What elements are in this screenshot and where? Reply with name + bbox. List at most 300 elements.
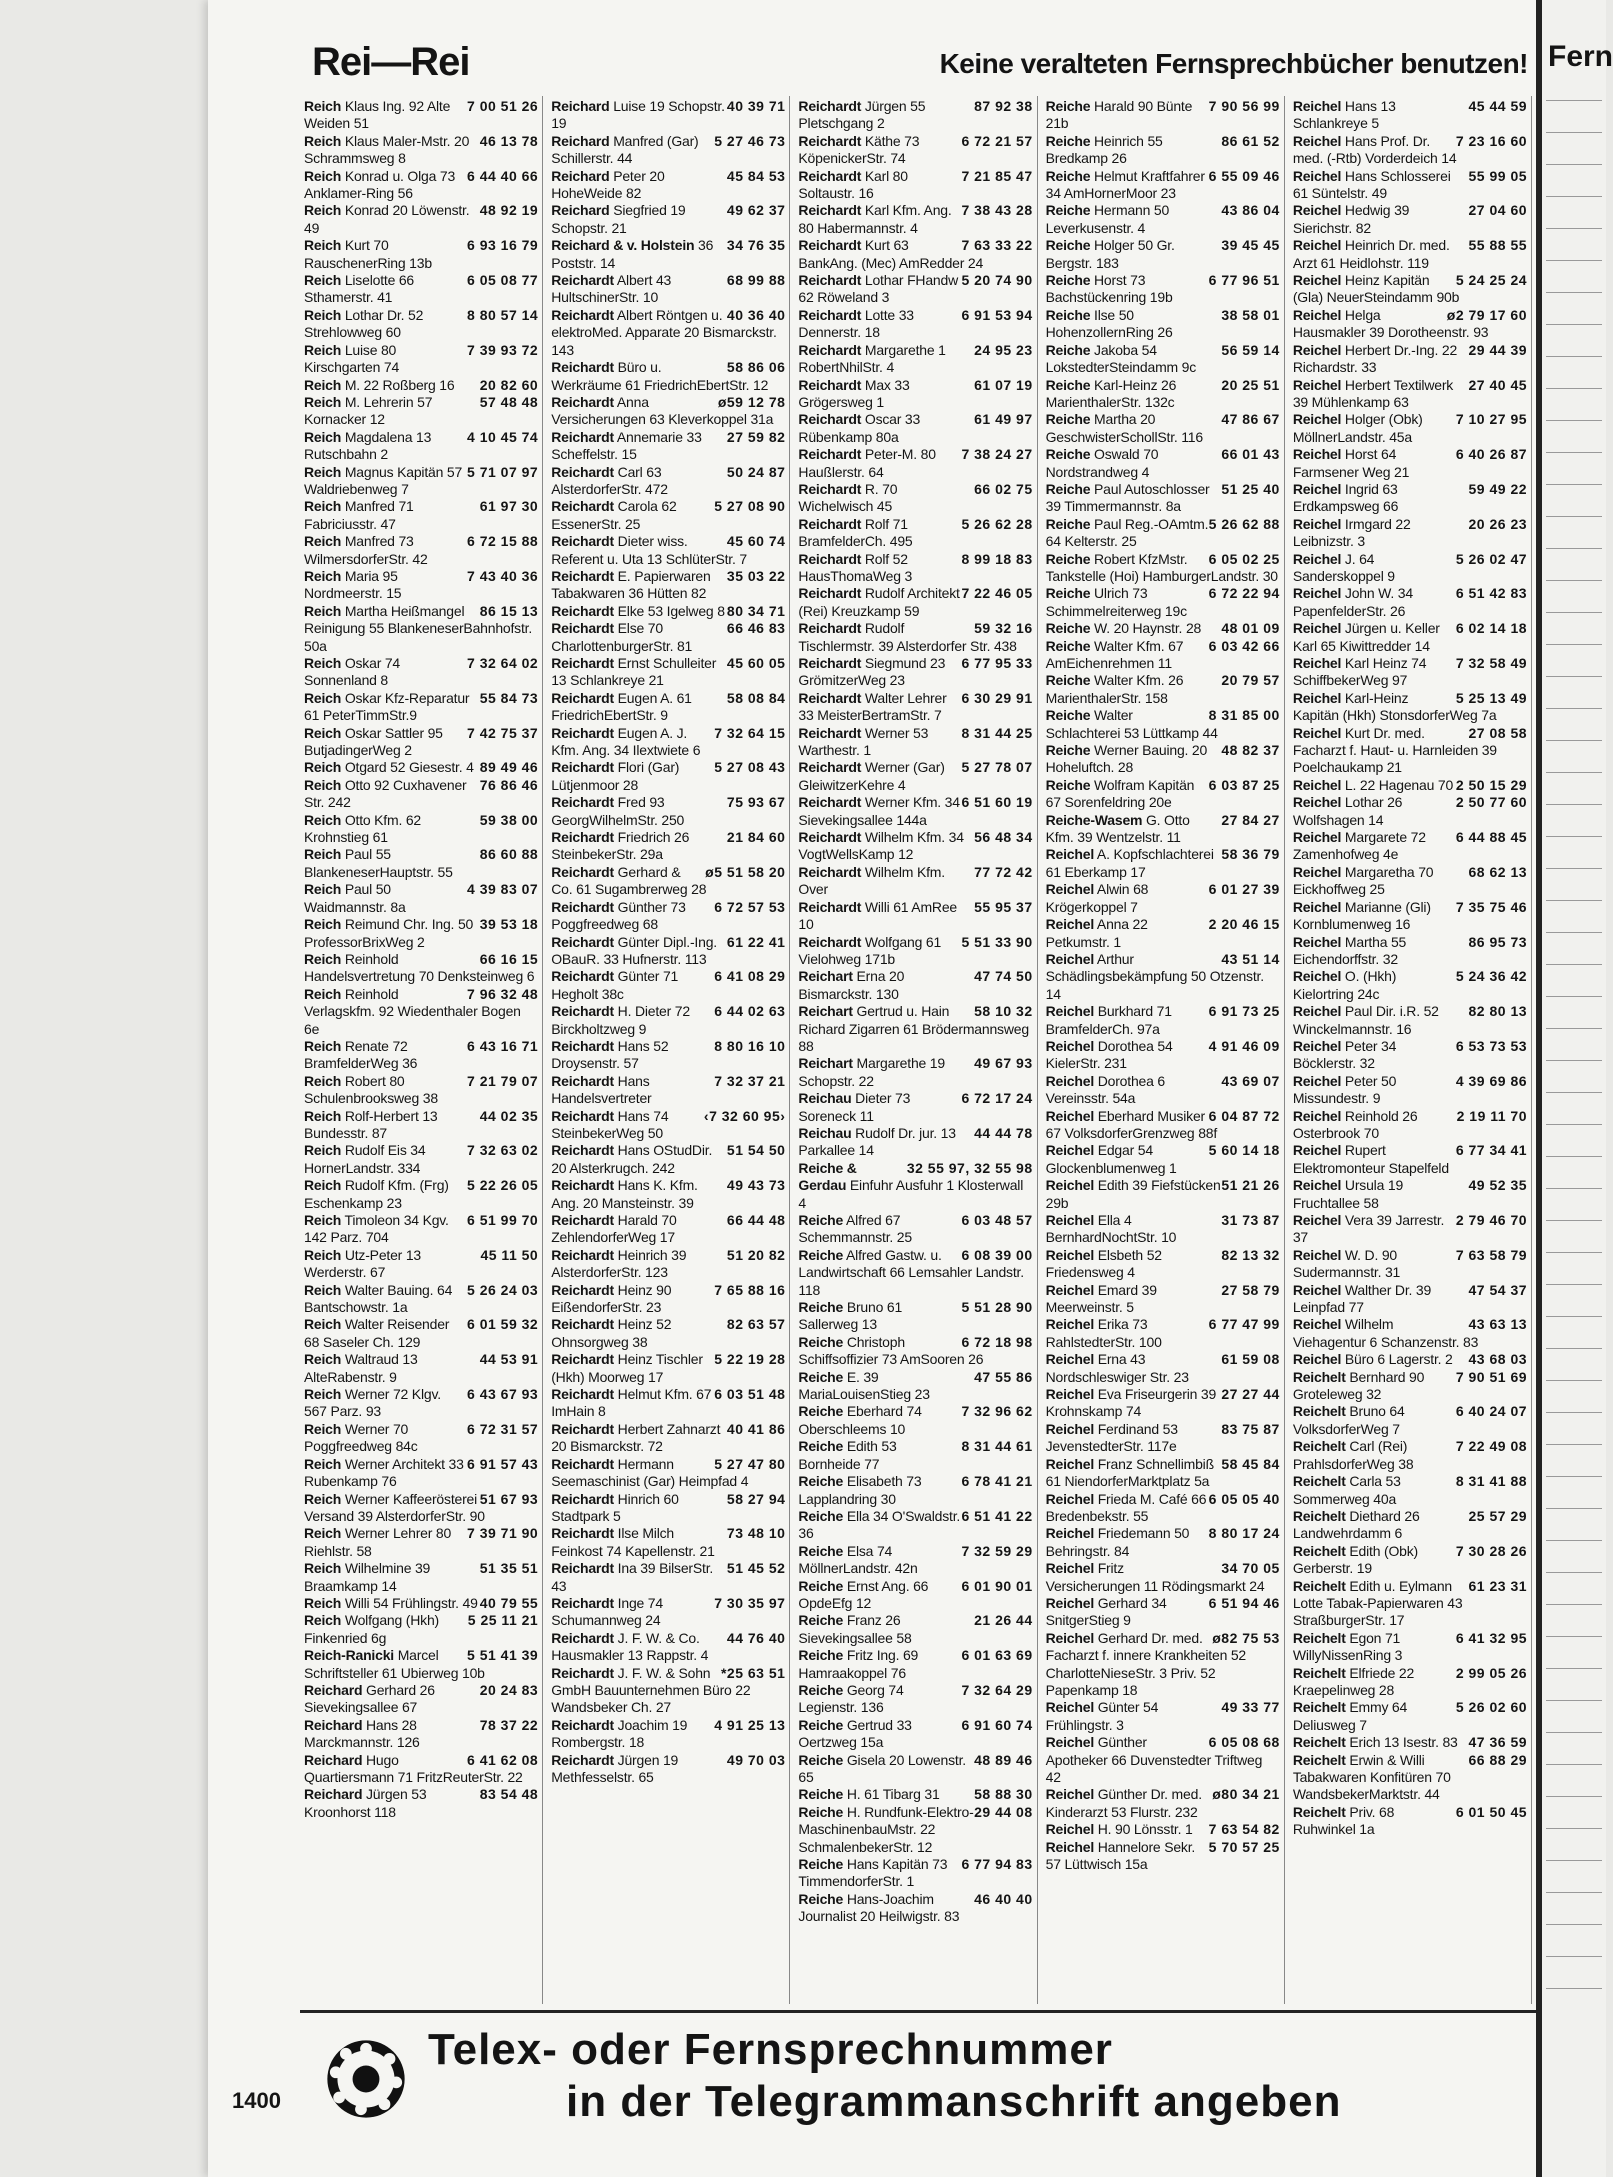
listing-details: Kurt Dr. med. Facharzt f. Haut- u. Harnleiden 39 Poelchaukamp 21 bbox=[1292, 724, 1497, 776]
listing-entry bbox=[304, 725, 538, 760]
phone-number: 48 92 19 bbox=[479, 202, 539, 219]
listing-name: Reich-Ranicki bbox=[304, 1647, 394, 1664]
listing-name: Reichardt bbox=[551, 689, 614, 706]
listing-entry bbox=[1293, 1038, 1527, 1073]
listing-entry bbox=[1046, 1038, 1280, 1073]
phone-number: 58 08 84 bbox=[726, 689, 786, 706]
listing-details: Hannelore Sekr. 57 Lüttwisch 15a bbox=[1045, 1838, 1196, 1873]
listing-entry bbox=[1046, 1247, 1280, 1282]
listing-entry bbox=[798, 377, 1032, 412]
listing-entry bbox=[798, 759, 1032, 794]
listing-details: Margarethe 1 RobertNhilStr. 4 bbox=[798, 341, 946, 376]
listing-name: Reich bbox=[304, 1594, 342, 1611]
listing-entry bbox=[1293, 1003, 1527, 1038]
listing-entry bbox=[551, 1560, 785, 1595]
listing-name: Reichel bbox=[1045, 1525, 1095, 1542]
phone-number: 68 62 13 bbox=[1468, 863, 1528, 880]
phone-number: 51 21 26 bbox=[1221, 1177, 1280, 1194]
listing-entry bbox=[1046, 1560, 1280, 1595]
listing-entry bbox=[1046, 1108, 1280, 1143]
listing-name: Reich bbox=[304, 1420, 342, 1437]
listing-entry bbox=[1293, 1351, 1527, 1368]
phone-number: 6 01 59 32 bbox=[467, 1316, 539, 1333]
adjacent-page-text-line bbox=[1546, 100, 1602, 101]
listing-entry bbox=[304, 655, 538, 690]
listing-details: Liselotte 66 Sthamerstr. 41 bbox=[304, 272, 415, 306]
listing-entry bbox=[304, 377, 538, 394]
listing-name: Reichardt bbox=[551, 1142, 614, 1159]
listing-entry bbox=[1293, 1508, 1527, 1543]
listing-entry bbox=[551, 464, 785, 499]
phone-number: 55 95 37 bbox=[974, 898, 1033, 915]
listing-entry bbox=[798, 446, 1032, 481]
listing-entry bbox=[551, 655, 785, 690]
phone-number: 7 39 93 72 bbox=[467, 341, 539, 358]
listing-entry bbox=[1046, 951, 1280, 1003]
listing-name: Reich bbox=[304, 306, 342, 323]
listing-entry bbox=[551, 1108, 785, 1143]
listing-details: Elke 53 Igelweg 8 bbox=[613, 602, 725, 619]
listing-name: Reichelt bbox=[1292, 1368, 1346, 1385]
listing-details: Emmy 64 Deliusweg 7 bbox=[1292, 1699, 1408, 1733]
listing-name: Reichelt bbox=[1292, 1803, 1346, 1820]
listing-name: Reichardt bbox=[551, 620, 614, 637]
listing-entry bbox=[551, 1456, 785, 1491]
listing-entry bbox=[551, 1491, 785, 1526]
phone-number: ø2 79 17 60 bbox=[1446, 306, 1528, 323]
adjacent-page-text-line bbox=[1546, 132, 1602, 133]
phone-number: 7 32 59 29 bbox=[961, 1542, 1033, 1559]
listing-entry bbox=[1293, 794, 1527, 829]
listing-name: Reichardt bbox=[798, 655, 862, 671]
listing-name: Reichardt bbox=[551, 1281, 614, 1298]
listing-entry bbox=[798, 481, 1032, 516]
phone-number: 83 54 48 bbox=[479, 1786, 539, 1803]
phone-number: ø59 12 78 bbox=[717, 393, 786, 410]
listing-details: Marianne (Gli) Kornblumenweg 16 bbox=[1292, 898, 1431, 933]
listing-entry bbox=[551, 98, 785, 133]
listing-entry bbox=[304, 98, 538, 133]
listing-entry bbox=[551, 899, 785, 934]
phone-number: 20 25 51 bbox=[1221, 376, 1280, 393]
listing-name: Reich bbox=[304, 602, 342, 619]
listing-details: Waltraud 13 AlteRabenstr. 9 bbox=[304, 1351, 418, 1385]
adjacent-page-text-line bbox=[1546, 1060, 1602, 1061]
listing-details: Rolf-Herbert 13 Bundesstr. 87 bbox=[304, 1107, 438, 1141]
listing-details: Luise 19 Schopstr. 19 bbox=[551, 98, 725, 132]
listing-entry bbox=[1046, 638, 1280, 673]
listing-entry bbox=[1046, 1456, 1280, 1491]
listing-entry bbox=[798, 1612, 1032, 1647]
listing-details: Hans Kapitän 73 TimmendorferStr. 1 bbox=[798, 1856, 948, 1890]
phone-number: 49 67 93 bbox=[974, 1055, 1033, 1072]
listing-entry bbox=[1293, 968, 1527, 1003]
listing-name: Reichel bbox=[1292, 446, 1342, 463]
listing-entry bbox=[798, 1891, 1032, 1926]
listing-details: Helmut Kraftfahrer 34 AmHornerMoor 23 bbox=[1045, 167, 1205, 202]
listing-entry bbox=[551, 1316, 785, 1351]
phone-number: 82 80 13 bbox=[1468, 1003, 1528, 1020]
listing-details: Marcel Schriftsteller 61 Ubierweg 10b bbox=[304, 1647, 485, 1681]
listing-entry bbox=[1046, 1073, 1280, 1108]
listing-details: Wilhelm Kfm. 34 VogtWellsKamp 12 bbox=[798, 829, 964, 863]
phone-number: 5 27 08 90 bbox=[714, 498, 786, 515]
listing-name: Reiche bbox=[1045, 742, 1091, 759]
listing-name: Reichardt bbox=[798, 132, 862, 149]
listing-name: Reichardt bbox=[551, 306, 614, 323]
adjacent-page-text-line bbox=[1546, 868, 1602, 869]
listing-entry bbox=[798, 620, 1032, 655]
listing-details: Büro 6 Lagerstr. 2 bbox=[1341, 1351, 1453, 1368]
listing-details: Günter 54 Frühlingstr. 3 bbox=[1045, 1699, 1159, 1733]
listing-name: Reichardt bbox=[551, 655, 614, 671]
listing-details: Rudolf Eis 34 HornerLandstr. 334 bbox=[304, 1142, 426, 1176]
listing-name: Reichel bbox=[1045, 1455, 1095, 1472]
listing-name: Reichelt bbox=[1292, 1438, 1346, 1455]
listing-entry bbox=[304, 603, 538, 655]
listing-details: Rudolf Kfm. (Frg) Eschenkamp 23 bbox=[304, 1177, 449, 1211]
phone-number: 5 70 57 25 bbox=[1208, 1838, 1280, 1855]
phone-number: 6 72 18 98 bbox=[961, 1333, 1033, 1350]
listing-details: Walther Dr. 39 Leinpfad 77 bbox=[1292, 1281, 1432, 1316]
listing-name: Reich bbox=[304, 1107, 342, 1124]
adjacent-page-text-line bbox=[1546, 1156, 1602, 1157]
phone-number: 38 58 01 bbox=[1221, 306, 1280, 323]
listing-entry bbox=[798, 1856, 1032, 1891]
phone-number: 80 34 71 bbox=[726, 602, 786, 619]
listing-entry bbox=[798, 1473, 1032, 1508]
listing-name: Reichel bbox=[1045, 1821, 1095, 1838]
listing-name: Reiche bbox=[1045, 637, 1091, 654]
listing-name: Reich bbox=[304, 1560, 342, 1577]
phone-number: 5 25 11 21 bbox=[467, 1612, 539, 1629]
listing-name: Reich bbox=[304, 272, 342, 289]
listing-details: Karl Kfm. Ang. 80 Habermannstr. 4 bbox=[798, 202, 952, 236]
listing-details: Rolf 52 HausThomaWeg 3 bbox=[798, 550, 913, 584]
listing-details: Inge 74 Schumannweg 24 bbox=[551, 1594, 663, 1629]
listing-details: Friedrich 26 SteinbekerStr. 29a bbox=[551, 829, 690, 863]
listing-details: Ilse 50 HohenzollernRing 26 bbox=[1045, 306, 1173, 341]
listing-details: Hans 52 Droysenstr. 57 bbox=[551, 1037, 669, 1072]
listing-entry bbox=[551, 1665, 785, 1717]
listing-name: Reichel bbox=[1292, 480, 1342, 497]
phone-number: 6 93 16 79 bbox=[467, 237, 539, 254]
listing-name: Reichardt bbox=[551, 428, 614, 445]
listing-entry bbox=[304, 1560, 538, 1595]
listing-details: Paul Reg.-OAmtm. 64 Kelterstr. 25 bbox=[1045, 515, 1209, 550]
listing-entry bbox=[1046, 98, 1280, 133]
listing-name: Reichel bbox=[1045, 1386, 1095, 1403]
listing-name: Reichardt bbox=[551, 759, 614, 776]
adjacent-page-text-line bbox=[1546, 1188, 1602, 1189]
listing-details: Dieter 73 Soreneck 11 bbox=[798, 1090, 911, 1124]
listing-entry bbox=[798, 1055, 1032, 1090]
adjacent-page-text-line bbox=[1546, 1028, 1602, 1029]
phone-number: 6 05 08 68 bbox=[1208, 1734, 1280, 1751]
phone-number: 4 10 45 74 bbox=[467, 428, 539, 445]
adjacent-page-text-line bbox=[1546, 1348, 1602, 1349]
listing-name: Reichardt bbox=[551, 567, 614, 584]
listing-entry bbox=[304, 1456, 538, 1491]
listing-details: Else 70 CharlottenburgerStr. 81 bbox=[551, 620, 693, 654]
listing-entry bbox=[1293, 1438, 1527, 1473]
listing-details: Rolf 71 BramfelderCh. 495 bbox=[798, 515, 913, 550]
listing-name: Reichel bbox=[1292, 689, 1342, 706]
adjacent-page-text-line bbox=[1546, 452, 1602, 453]
phone-number: 45 60 74 bbox=[726, 533, 786, 550]
listing-name: Reiche bbox=[1045, 515, 1091, 532]
listing-entry bbox=[1046, 202, 1280, 237]
listing-entry bbox=[1046, 1786, 1280, 1821]
listing-details: Lothar 26 Wolfshagen 14 bbox=[1292, 794, 1403, 828]
phone-number: 61 59 08 bbox=[1221, 1351, 1280, 1368]
listing-entry bbox=[1293, 1699, 1527, 1734]
phone-number: 7 32 64 15 bbox=[714, 724, 786, 741]
listing-details: Elsbeth 52 Friedensweg 4 bbox=[1045, 1246, 1162, 1281]
phone-number: 51 25 40 bbox=[1221, 480, 1280, 497]
phone-number: 86 95 73 bbox=[1468, 933, 1528, 950]
phone-number: 7 42 75 37 bbox=[467, 724, 539, 741]
listing-details: Wilhelm Kfm. Over bbox=[798, 863, 945, 898]
listing-details: Walter Kfm. 26 MarienthalerStr. 158 bbox=[1045, 672, 1184, 706]
listing-details: Büro u. Werkräume 61 FriedrichEbertStr. 12 bbox=[551, 359, 769, 393]
listing-name: Reiche bbox=[1045, 98, 1091, 114]
listing-name: Reichardt bbox=[551, 463, 614, 480]
listing-details: Hedwig 39 Sierichstr. 82 bbox=[1292, 202, 1410, 236]
listing-entry bbox=[1293, 1734, 1527, 1751]
listing-details: Wilhelm Viehagentur 6 Schanzenstr. 83 bbox=[1292, 1316, 1479, 1350]
phone-number: 49 70 03 bbox=[726, 1751, 786, 1768]
listing-entry bbox=[551, 1630, 785, 1665]
phone-number: 6 43 67 93 bbox=[467, 1386, 539, 1403]
phone-number: 2 50 77 60 bbox=[1455, 794, 1528, 811]
listing-details: Peter 20 HoheWeide 82 bbox=[551, 167, 665, 202]
listing-details: W. D. 90 Sudermannstr. 31 bbox=[1292, 1246, 1401, 1281]
phone-number: 29 44 39 bbox=[1468, 341, 1528, 358]
listing-details: Heinz 52 Ohnsorgweg 38 bbox=[551, 1316, 672, 1350]
phone-number: 6 77 95 33 bbox=[961, 655, 1033, 671]
listing-details: Carl 63 AlsterdorferStr. 472 bbox=[551, 463, 668, 497]
phone-number: 48 82 37 bbox=[1221, 742, 1280, 759]
listing-details: Heinz Tischler (Hkh) Moorweg 17 bbox=[551, 1351, 703, 1385]
listing-name: Reich bbox=[304, 724, 342, 741]
listing-entry bbox=[798, 1369, 1032, 1404]
listing-name: Reichardt bbox=[798, 272, 862, 289]
listing-details: Hermann 50 Leverkusenstr. 4 bbox=[1045, 202, 1170, 236]
phone-number: 5 27 08 43 bbox=[714, 759, 786, 776]
listing-entry bbox=[551, 1717, 785, 1752]
phone-number: 6 03 48 57 bbox=[961, 1212, 1033, 1228]
listing-details: Lothar Dr. 52 Strehlowweg 60 bbox=[304, 306, 424, 341]
listing-entry bbox=[1293, 1108, 1527, 1143]
listing-entry bbox=[1046, 551, 1280, 586]
listing-name: Reichard bbox=[304, 1681, 363, 1698]
listing-name: Reichardt bbox=[798, 98, 862, 114]
phone-number: 6 91 53 94 bbox=[961, 306, 1033, 323]
listing-name: Reich bbox=[304, 811, 342, 828]
listing-entry bbox=[304, 133, 538, 168]
phone-number: 7 63 58 79 bbox=[1455, 1246, 1528, 1263]
listing-name: Reichart bbox=[798, 1055, 853, 1072]
listing-entry bbox=[551, 968, 785, 1003]
phone-number: 6 51 99 70 bbox=[467, 1212, 539, 1228]
listing-details: Herbert Textilwerk 39 Mühlenkamp 63 bbox=[1292, 376, 1454, 410]
listing-name: Reich bbox=[304, 202, 342, 219]
listing-entry bbox=[798, 98, 1032, 133]
listing-entry bbox=[551, 725, 785, 760]
listing-entry bbox=[304, 1717, 538, 1752]
adjacent-page-text-line bbox=[1546, 932, 1602, 933]
listing-details: Ursula 19 Fruchtallee 58 bbox=[1292, 1177, 1404, 1211]
phone-number: 4 39 69 86 bbox=[1455, 1072, 1528, 1089]
listing-name: Reichardt bbox=[551, 1072, 614, 1089]
phone-number: 7 90 51 69 bbox=[1455, 1368, 1528, 1385]
phone-number: 2 20 46 15 bbox=[1208, 916, 1280, 933]
listing-name: Reiche bbox=[1045, 306, 1091, 323]
adjacent-page-text-line bbox=[1546, 420, 1602, 421]
phone-number: 7 39 71 90 bbox=[467, 1525, 539, 1542]
listing-entry bbox=[551, 1752, 785, 1787]
phone-number: 43 86 04 bbox=[1221, 202, 1280, 219]
listing-name: Reich bbox=[304, 533, 342, 550]
listing-details: Einfuhr Ausfuhr 1 Klosterwall 4 bbox=[798, 1177, 1024, 1211]
listing-entry bbox=[551, 272, 785, 307]
listing-details: Erich 13 Isestr. 83 bbox=[1345, 1734, 1458, 1751]
listing-entry bbox=[304, 464, 538, 499]
phone-number: 27 58 79 bbox=[1221, 1281, 1280, 1298]
listing-name: Reiche bbox=[1045, 376, 1091, 393]
listing-details: Herbert Zahnarzt 20 Bismarckstr. 72 bbox=[551, 1420, 721, 1455]
listing-entry bbox=[551, 794, 785, 829]
listing-name: Reich bbox=[304, 1281, 342, 1298]
listing-details: Erna 43 Nordschleswiger Str. 23 bbox=[1045, 1351, 1189, 1385]
adjacent-page-text-line bbox=[1546, 1252, 1602, 1253]
listing-details: Holger 50 Gr. Bergstr. 183 bbox=[1045, 237, 1175, 271]
phone-number: 8 31 41 88 bbox=[1455, 1473, 1528, 1490]
phone-number: 5 51 41 39 bbox=[467, 1647, 539, 1664]
listing-name: Reichardt bbox=[798, 306, 862, 323]
phone-number: 6 08 39 00 bbox=[961, 1246, 1033, 1263]
phone-number: 55 99 05 bbox=[1468, 167, 1528, 184]
listing-entry bbox=[551, 1282, 785, 1317]
listing-details: Rudolf Tischlermstr. 39 Alsterdorfer Str. 438 bbox=[798, 620, 1017, 654]
phone-number: 6 77 96 51 bbox=[1208, 272, 1280, 289]
listing-name: Reiche bbox=[798, 1507, 844, 1524]
phone-number: 6 51 42 83 bbox=[1455, 585, 1528, 602]
listing-name: Reiche bbox=[798, 1612, 844, 1629]
phone-number: 58 86 06 bbox=[726, 359, 786, 376]
listing-entry bbox=[1046, 237, 1280, 272]
listing-entry bbox=[798, 1438, 1032, 1473]
listing-details: Paul Dir. i.R. 52 Winckelmannstr. 16 bbox=[1292, 1003, 1439, 1037]
listing-name: Reich bbox=[304, 759, 342, 776]
listing-name: Reichardt bbox=[798, 341, 862, 358]
listing-name: Reichardt bbox=[551, 359, 614, 376]
listing-name: Reich bbox=[304, 1072, 342, 1089]
listing-entry bbox=[551, 759, 785, 794]
phone-number: 6 02 14 18 bbox=[1455, 620, 1528, 637]
listing-details: Utz-Peter 13 Werderstr. 67 bbox=[304, 1246, 422, 1281]
phone-number: 51 67 93 bbox=[479, 1490, 539, 1507]
listing-entry bbox=[1046, 1003, 1280, 1038]
listing-entry bbox=[798, 1125, 1032, 1160]
listing-name: Reichel bbox=[1292, 585, 1342, 602]
listing-name: Reichel bbox=[1045, 1838, 1095, 1855]
page-number: 1400 bbox=[232, 2088, 281, 2113]
ad-subline: in der Telegrammanschrift angeben bbox=[566, 2077, 1342, 2126]
phone-number: 39 45 45 bbox=[1221, 237, 1280, 254]
listing-entry bbox=[1046, 672, 1280, 707]
column-3 bbox=[794, 96, 1037, 2004]
adjacent-page-text-line bbox=[1546, 1220, 1602, 1221]
listing-entry bbox=[304, 1316, 538, 1351]
listing-name: Reichel bbox=[1045, 1003, 1095, 1020]
listing-details: Harald 90 Bünte 21b bbox=[1045, 98, 1193, 132]
phone-number: 5 26 24 03 bbox=[467, 1281, 539, 1298]
listing-entry bbox=[551, 864, 785, 899]
listing-details: Robert 80 Schulenbrooksweg 38 bbox=[304, 1072, 438, 1107]
listing-entry bbox=[1293, 237, 1527, 272]
phone-number: 40 39 71 bbox=[726, 98, 786, 114]
phone-number: 27 40 45 bbox=[1468, 376, 1528, 393]
listing-entry bbox=[304, 690, 538, 725]
listing-details: Hans K. Kfm. Ang. 20 Mansteinstr. 39 bbox=[551, 1177, 698, 1211]
listing-details: Holger (Obk) MöllnerLandstr. 45a bbox=[1292, 411, 1423, 445]
listing-entry bbox=[551, 1595, 785, 1630]
listing-entry bbox=[551, 1386, 785, 1421]
listing-details: Luise 80 Kirschgarten 74 bbox=[304, 341, 400, 376]
listing-name: Reichel bbox=[1045, 846, 1095, 863]
listing-entry bbox=[798, 968, 1032, 1003]
listing-details: Werner 72 Klgv. 567 Parz. 93 bbox=[304, 1386, 441, 1420]
listing-entry bbox=[1046, 1351, 1280, 1386]
listing-details: Günter Dipl.-Ing. OBauR. 33 Hufnerstr. 113 bbox=[551, 933, 717, 967]
phone-number: ø80 34 21 bbox=[1212, 1786, 1280, 1803]
listing-name: Reich bbox=[304, 428, 342, 445]
phone-number: 49 62 37 bbox=[726, 202, 786, 219]
listing-details: Walter Schlachterei 53 Lüttkamp 44 bbox=[1045, 707, 1218, 741]
listing-details: H. Rundfunk-Elektro-MaschinenbauMstr. 22 SchmalenbekerStr. 12 bbox=[798, 1803, 974, 1855]
listing-entry bbox=[798, 1578, 1032, 1613]
listing-name: Reiche bbox=[798, 1212, 844, 1228]
listing-details: Erika 73 RahlstedterStr. 100 bbox=[1045, 1316, 1162, 1350]
listing-name: Reich bbox=[304, 1037, 342, 1054]
listing-name: Reichardt bbox=[551, 829, 614, 846]
listing-details: Günther 73 Poggfreedweg 68 bbox=[551, 898, 686, 933]
phone-number: 46 40 40 bbox=[974, 1890, 1033, 1907]
phone-number: 32 55 97, 32 55 98 bbox=[906, 1159, 1033, 1176]
phone-number: 73 48 10 bbox=[726, 1525, 786, 1542]
listing-details: Werner 53 Warthestr. 1 bbox=[798, 724, 929, 759]
adjacent-page-text-line bbox=[1546, 356, 1602, 357]
listing-name: Reich bbox=[304, 341, 342, 358]
listing-entry bbox=[798, 585, 1032, 620]
listing-details: Ulrich 73 Schimmelreiterweg 19c bbox=[1045, 585, 1187, 619]
listing-name: Reich bbox=[304, 985, 342, 1002]
listing-name: Reichardt bbox=[798, 933, 862, 950]
listing-entry bbox=[798, 934, 1032, 969]
adjacent-page-text-line bbox=[1546, 196, 1602, 197]
listing-entry bbox=[304, 1786, 538, 1821]
phone-number: 77 72 42 bbox=[974, 863, 1033, 880]
listing-entry bbox=[304, 272, 538, 307]
adjacent-page-text-line bbox=[1546, 1732, 1602, 1733]
phone-number: 43 68 03 bbox=[1468, 1351, 1528, 1368]
listing-entry bbox=[798, 551, 1032, 586]
listing-name: Reichardt bbox=[798, 863, 862, 880]
listing-entry bbox=[304, 1386, 538, 1421]
listing-entry bbox=[1046, 1630, 1280, 1700]
